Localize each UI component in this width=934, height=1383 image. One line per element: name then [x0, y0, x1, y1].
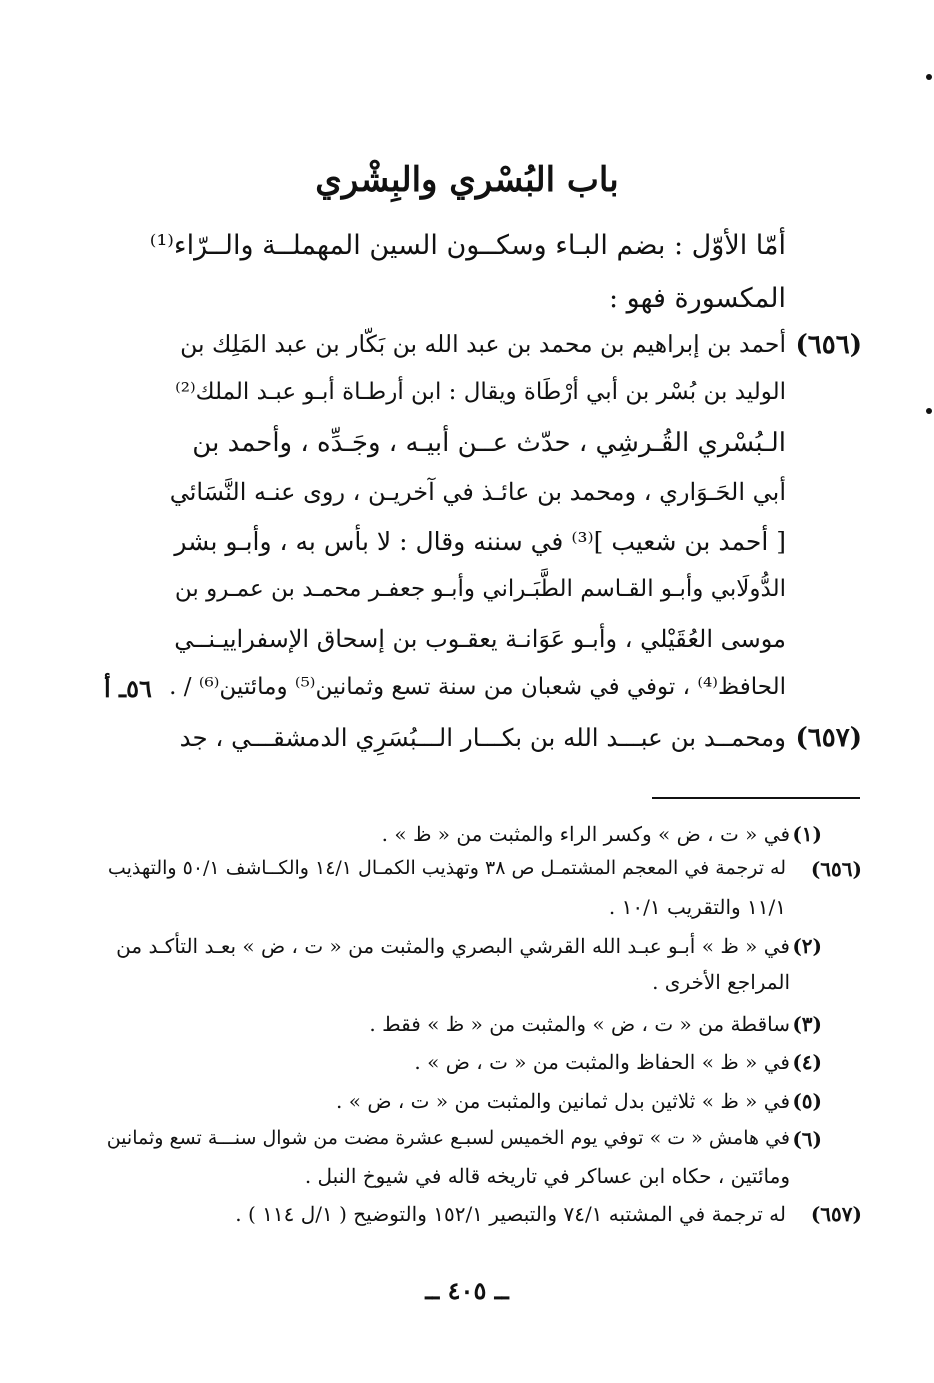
footnote-number: (٥) — [792, 1089, 822, 1113]
intro-line: المكسورة فهو : — [608, 283, 786, 314]
footnote-number: (٦٥٦) — [810, 857, 862, 881]
footnote-text: المراجع الأخرى . — [652, 970, 790, 994]
entry-line: [ أحمد بن شعيب ]⁽³⁾ في سننه وقال : لا بأس به ، وأبـو بشر — [174, 527, 786, 556]
scan-mark — [926, 408, 932, 414]
footnote-text: في هامش « ت » توفي يوم الخميس لسبـع عشرة مضت من شوال سنـــة تسع وثمانين — [106, 1127, 790, 1149]
footnote-text: ومائتين ، حكاه ابن عساكر في تاريخه قاله في شيوخ النبل . — [304, 1164, 790, 1188]
intro-line: أمّا الأوّل : بضم البـاء وسكــون السين المهملــة والــرّاء⁽¹⁾ — [149, 230, 786, 261]
entry-number: (٦٥٦) — [795, 330, 862, 360]
footnote-separator — [652, 797, 860, 799]
footnote-number: (٦٥٧) — [810, 1202, 862, 1226]
footnote-text: ١١/١ والتقريب ١٠/١ . — [608, 895, 786, 919]
footnote-text: في « ت ، ض » وكسر الراء والمثبت من « ظ » . — [381, 822, 790, 846]
page-number: ــ ٤٠٥ ــ — [425, 1276, 509, 1305]
entry-number: (٦٥٧) — [795, 723, 862, 753]
footnote-number: (٤) — [792, 1050, 822, 1074]
chapter-title: باب البُسْري والبِشْري — [315, 160, 619, 200]
entry-line: موسى العُقَيْلي ، وأبـو عَوَانـة يعقـوب بن إسحاق الإسفراييـنــي — [174, 625, 786, 653]
entry-line: ومحمــد بن عبـــد الله بن بكـــار الـــبُسَرِي الدمشقـــي ، جد — [179, 723, 786, 752]
entry-line: الدُّولَابي وأبـو القـاسم الطَّبَـراني وأبـو جعفـر محمـد بن عمـرو بن — [174, 576, 786, 602]
footnote-text: له ترجمة في المشتبه ٧٤/١ والتبصير ١٥٢/١ والتوضيح ( ١/ل ١١٤ ) . — [235, 1202, 786, 1226]
footnote-number: (٢) — [792, 934, 822, 958]
footnote-text: في « ظ » ثلاثين بدل ثمانين والمثبت من « ت ، ض » . — [336, 1089, 790, 1113]
entry-line: الحافظ⁽⁴⁾ ، توفي في شعبان من سنة تسع وثمانين⁽⁵⁾ ومائتين⁽⁶⁾ / . — [169, 674, 786, 700]
footnote-text: في « ظ » الحفاظ والمثبت من « ت ، ض » . — [414, 1050, 790, 1074]
footnote-text: له ترجمة في المعجم المشتمـل ص ٣٨ وتهذيب الكمـال ١٤/١ والكــاشف ٥٠/١ والتهذيب — [107, 857, 786, 879]
entry-line: الوليد بن بُسْر بن أبي أرْطَاة ويقال : ابن أرطـاة أبـو عبـد الملك⁽²⁾ — [175, 379, 786, 405]
footnote-number: (٦) — [792, 1127, 822, 1151]
footnote-number: (١) — [792, 822, 822, 846]
entry-line: الـبُسْري القُـرشِي ، حدّث عــن أبيـه ، وجَـدِّه ، وأحمد بن — [192, 428, 786, 458]
entry-line: أحمد بن إبراهيم بن محمد بن عبد الله بن بَكّار بن عبد المَلِك بن — [180, 330, 786, 358]
scan-mark — [926, 74, 932, 80]
footnote-text: في « ظ » أبـو عبـد الله القرشي البصري والمثبت من « ت ، ض » بعـد التأكـد من — [116, 934, 790, 958]
footnote-text: ساقطة من « ت ، ض » والمثبت من « ظ » فقط . — [369, 1012, 790, 1036]
folio-margin-note: ٥٦ـ أ — [104, 674, 152, 703]
footnote-number: (٣) — [792, 1012, 822, 1036]
entry-line: أبي الحَـوَاري ، ومحمد بن عائـذ في آخريـن ، روى عنـه النَّسَائي — [169, 478, 786, 506]
